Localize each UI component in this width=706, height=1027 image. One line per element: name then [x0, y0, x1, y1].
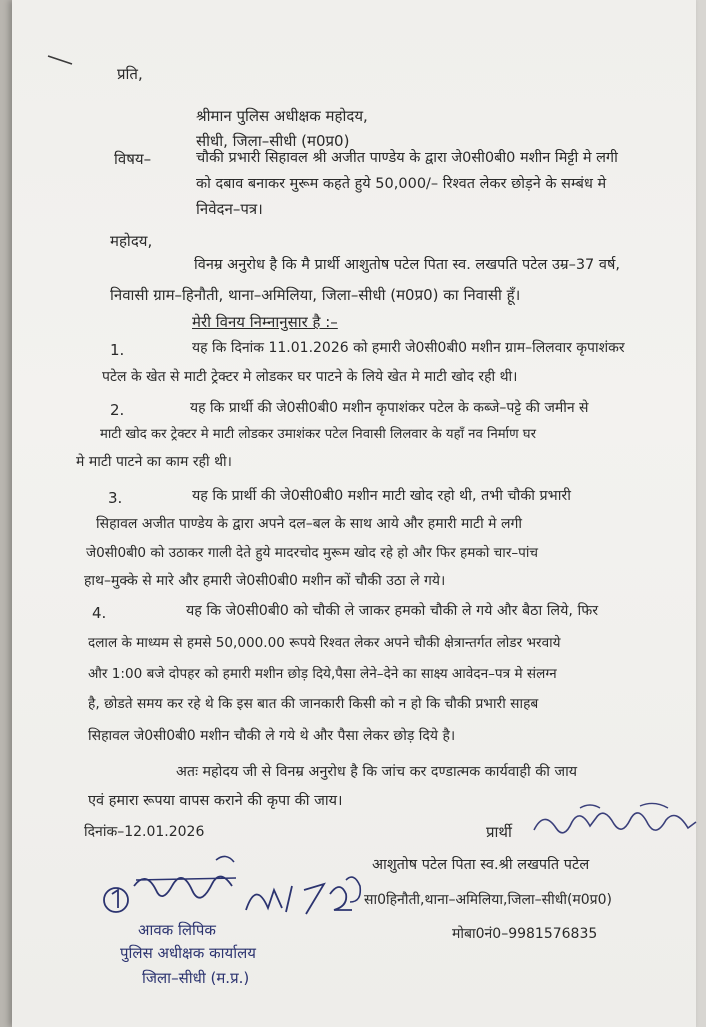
- applicant-address: सा0हिनौती,थाना–अमिलिया,जिला–सीधी(म0प्र0): [364, 892, 613, 908]
- intro-line-2: निवासी ग्राम–हिनौती, थाना–अमिलिया, जिला–सीधी (म0प्र0) का निवासी हूँ।: [110, 286, 521, 304]
- closing-line-1: अतः महोदय जी से विनम्र अनुरोध है कि जांच कर दण्डात्मक कार्यवाही की जाय: [176, 764, 578, 780]
- point-2-line-3: मे माटी पाटने का काम रही थी।: [76, 454, 232, 470]
- point-number: 1.: [110, 341, 125, 359]
- pen-mark: [46, 50, 76, 74]
- salutation: महोदय,: [110, 232, 153, 250]
- addressee-line-2: सीधी, जिला–सीधी (म0प्र0): [196, 132, 350, 150]
- receipt-handwriting: [96, 850, 366, 954]
- to-label: प्रति,: [117, 65, 143, 83]
- point-3-line-4: हाथ–मुक्के से मारे और हमारी जे0सी0बी0 मशीन कों चौकी उठा ले गये।: [84, 573, 446, 589]
- point-number: 4.: [92, 604, 107, 622]
- point-2-line-1: यह कि प्रार्थी की जे0सी0बी0 मशीन कृपाशंकर पटेल के कब्जे–पट्टे की जमीन से: [190, 400, 589, 416]
- applicant-name: आशुतोष पटेल पिता स्व.श्री लखपति पटेल: [372, 857, 590, 873]
- request-heading: मेरी विनय निम्नानुसार है :–: [192, 313, 338, 331]
- point-4-line-4: है, छोडते समय कर रहे थे कि इस बात की जानकारी किसी को न हो कि चौकी प्रभारी साहब: [88, 696, 539, 712]
- point-3-line-3: जे0सी0बी0 को उठाकर गाली देते हुये मादरचोद मुरूम खोद रहे हो और फिर हमको चार–पांच: [86, 545, 539, 561]
- point-3-line-2: सिहावल अजीत पाण्डेय के द्वारा अपने दल–बल के साथ आये और हमारी माटी मे लगी: [96, 516, 522, 532]
- point-number: 3.: [108, 489, 123, 507]
- addressee-line-1: श्रीमान पुलिस अधीक्षक महोदय,: [196, 107, 368, 125]
- applicant-signature: [530, 800, 700, 852]
- point-4-line-1: यह कि जे0सी0बी0 को चौकी ले जाकर हमको चौकी ले गये और बैठा लिये, फिर: [186, 603, 599, 619]
- stamp-line-1: आवक लिपिक: [138, 921, 216, 939]
- applicant-mobile: मोबा0नं0–9981576835: [452, 926, 598, 942]
- stamp-line-2: पुलिस अधीक्षक कार्यालय: [120, 944, 256, 962]
- intro-line-1: विनम्र अनुरोध है कि मै प्रार्थी आशुतोष पटेल पिता स्व. लखपति पटेल उम्र–37 वर्ष,: [194, 257, 620, 273]
- stamp-line-3: जिला–सीधी (म.प्र.): [142, 969, 250, 987]
- subject-label: विषय–: [114, 150, 152, 168]
- subject-line-1: चौकी प्रभारी सिहावल श्री अजीत पाण्डेय के द्वारा जे0सी0बी0 मशीन मिट्टी मे लगी: [196, 150, 618, 166]
- point-number: 2.: [110, 401, 125, 419]
- point-1-line-1: यह कि दिनांक 11.01.2026 को हमारी जे0सी0बी0 मशीन ग्राम–लिलवार कृपाशंकर: [192, 340, 625, 356]
- point-3-line-1: यह कि प्रार्थी की जे0सी0बी0 मशीन माटी खोद रहो थी, तभी चौकी प्रभारी: [192, 488, 571, 504]
- applicant-label: प्रार्थी: [486, 823, 512, 841]
- closing-line-2: एवं हमारा रूपया वापस कराने की कृपा की जाय।: [88, 793, 343, 809]
- page-edge-shadow: [0, 0, 12, 1027]
- point-4-line-5: सिहावल जे0सी0बी0 मशीन चौकी ले गये थे और पैसा लेकर छोड़ दिये है।: [88, 728, 456, 744]
- subject-line-3: निवेदन–पत्र।: [196, 200, 263, 218]
- subject-line-2: को दबाव बनाकर मुरूम कहते हुये 50,000/– रिश्वत लेकर छोड़ने के सम्बंध मे: [196, 176, 607, 192]
- letter-date: दिनांक–12.01.2026: [84, 824, 205, 840]
- point-4-line-2: दलाल के माध्यम से हमसे 50,000.00 रूपये रिश्वत लेकर अपने चौकी क्षेत्रान्तर्गत लोडर भरवाये: [88, 635, 561, 651]
- point-4-line-3: और 1:00 बजे दोपहर को हमारी मशीन छोड़ दिये,पैसा लेने–देने का साक्ष्य आवेदन–पत्र मे संलग्न: [88, 666, 557, 682]
- document-page: [12, 0, 696, 1027]
- point-2-line-2: माटी खोद कर ट्रेक्टर मे माटी लोडकर उमाशंकर पटेल निवासी लिलवार के यहाँ नव निर्माण घर: [100, 427, 536, 442]
- point-1-line-2: पटेल के खेत से माटी ट्रेक्टर मे लोडकर घर पाटने के लिये खेत मे माटी खोद रही थी।: [102, 369, 518, 385]
